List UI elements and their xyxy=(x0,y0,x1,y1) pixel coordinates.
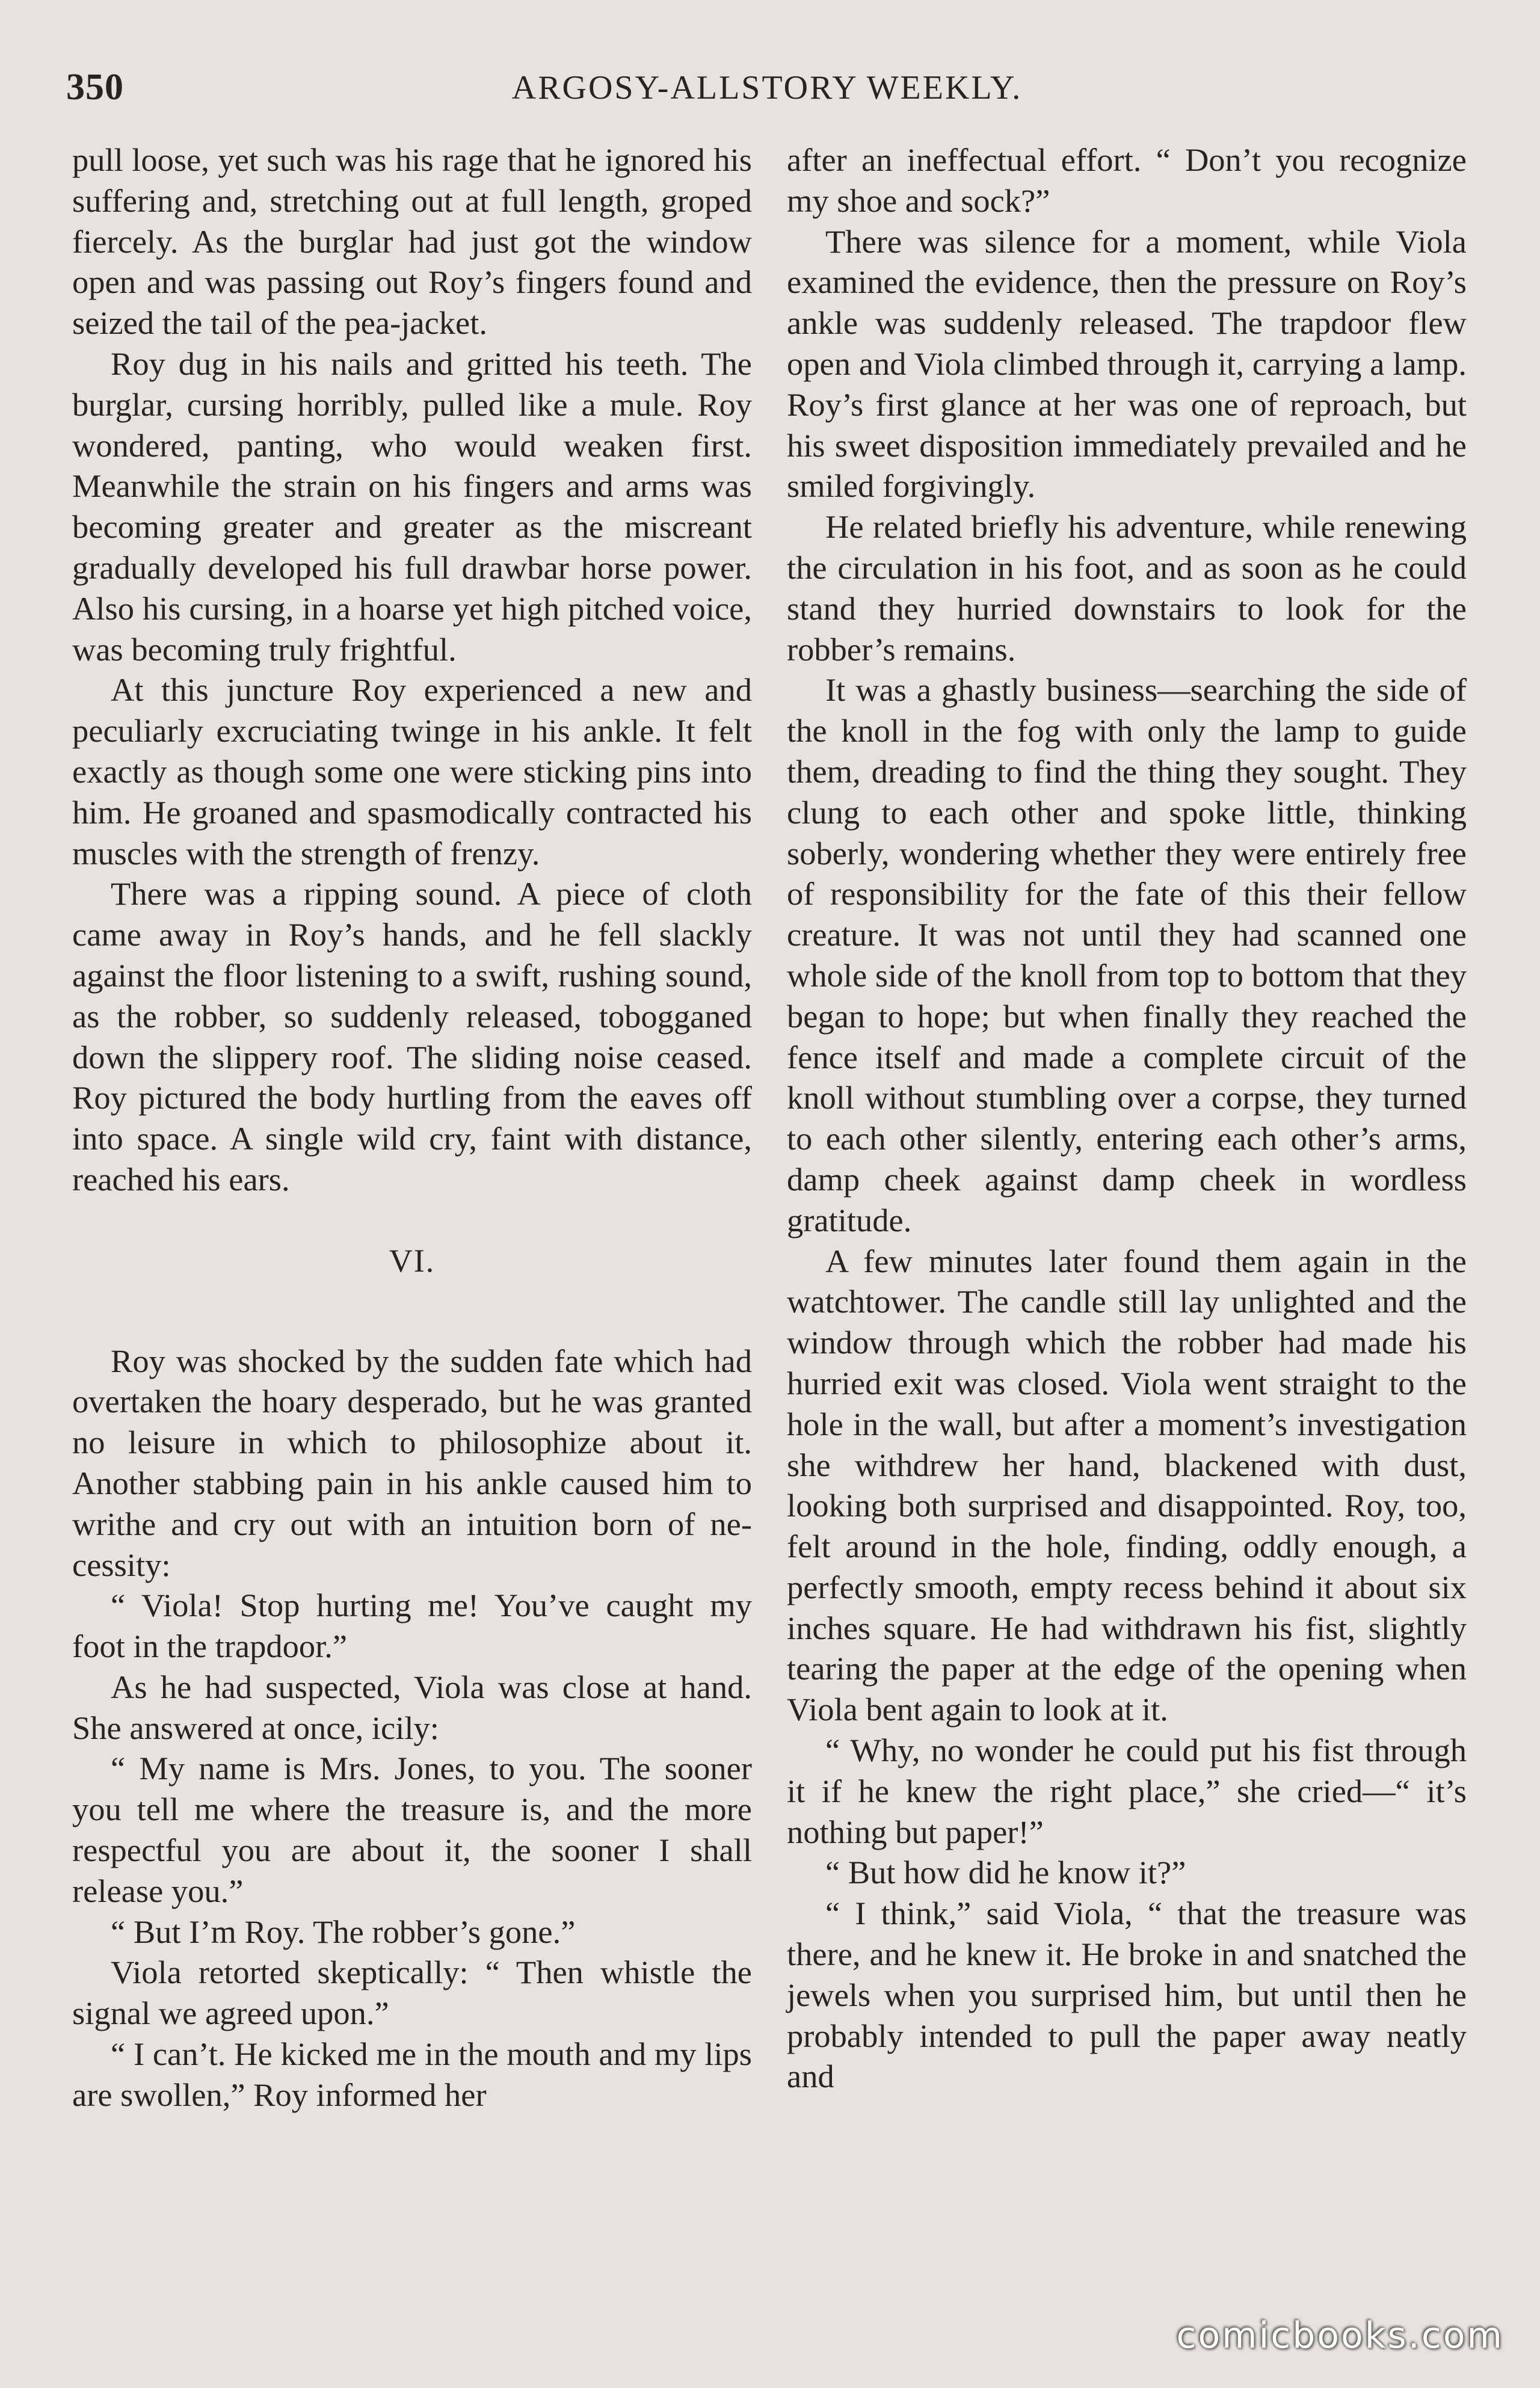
paragraph: “ Viola! Stop hurting me! You’ve caught my foot in the trapdoor.” xyxy=(72,1587,752,1665)
paragraph: “ I can’t. He kicked me in the mouth and my lips are swollen,” Roy informed her xyxy=(72,2036,752,2113)
paragraph: “ But how did he know it?” xyxy=(825,1854,1186,1891)
left-column xyxy=(72,140,752,2116)
paragraph: “ But I’m Roy. The robber’s gone.” xyxy=(111,1913,576,1950)
page-header xyxy=(66,66,1468,120)
paragraph: He related briefly his adventure, while renewing the circulation in his foot, and as soon as he could stand they hurried downstairs to look for the robber’s remains. xyxy=(787,508,1467,668)
paragraph: “ Why, no wonder he could put his fist through it if he knew the right place,” she cried—“ it’s nothing but paper!” xyxy=(787,1732,1467,1850)
watermark: comicbooks.com xyxy=(1176,2315,1504,2357)
paragraph: pull loose, yet such was his rage that he ignored his suffering and, stretching out at full length, groped fiercely. As the burglar had just got the window open and was passing out Roy’s fingers found and seized the tail of the pea-jacket. xyxy=(72,141,752,342)
paragraph: It was a ghastly business—searching the side of the knoll in the fog with only the lamp to guide them, dreading to find the thing they sought. They clung to each other and spoke little, thinking soberly, wondering whether they were entirely free of responsibility for the fate of this their fellow creature. It was not until they had scanned one whole side of the knoll from top to bottom that they began to hope; but when finally they reached the fence itself and made a complete circuit of the knoll without stumbling over a corpse, they turned to each other silently, entering each other’s arms, damp cheek against damp cheek in wordless gratitude. xyxy=(787,671,1467,1239)
paragraph: after an ineffectual effort. “ Don’t you recognize my shoe and sock?” xyxy=(787,141,1467,219)
paragraph: There was a ripping sound. A piece of cloth came away in Roy’s hands, and he fell slackly against the floor listening to a swift, rushing sound, as the robber, so suddenly released, tobogganed down the slippery roof. The sliding noise ceased. Roy pictured the body hurtling from the eaves off into space. A single wild cry, faint with distance, reached his ears. xyxy=(72,875,752,1198)
paragraph: A few minutes later found them again in the watchtower. The candle still lay unlighted and the window through which the robber had made his hurried exit was closed. Viola went straight to the hole in the wall, but after a moment’s investigation she withdrew her hand, blackened with dust, looking both surprised and disappointed. Roy, too, felt around in the hole, finding, oddly enough, a perfectly smooth, empty recess behind it about six inches square. He had withdrawn his fist, slightly tearing the paper at the edge of the opening when Viola bent again to look at it. xyxy=(787,1242,1467,1728)
paragraph: There was silence for a moment, while Viola examined the evidence, then the pressure on Roy’s ankle was suddenly released. The trapdoor flew open and Viola climbed through it, carrying a lamp. Roy’s first glance at her was one of reproach, but his sweet disposition immediately prevailed and he smiled forgivingly. xyxy=(787,223,1467,505)
paragraph: Roy was shocked by the sudden fate which had overtaken the hoary desperado, but he was granted no leisure in which to philosophize about it. Another stabbing pain in his ankle caused him to writhe and cry out with an intuition born of necessity: xyxy=(72,1342,752,1583)
page-number: 350 xyxy=(66,67,124,108)
paragraph: Viola retorted skeptically: “ Then whistle the signal we agreed upon.” xyxy=(72,1954,752,2032)
paragraph: “ I think,” said Viola, “ that the treasure was there, and he knew it. He broke in and snatched the jewels when you surprised him, but until then he probably intended to pull the paper away neatly and xyxy=(787,1895,1467,2095)
section-heading: VI. xyxy=(389,1242,436,1279)
paragraph: “ My name is Mrs. Jones, to you. The sooner you tell me where the treasure is, and the more respectful you are about it, the sooner I shall release you.” xyxy=(72,1750,752,1909)
paragraph: At this juncture Roy experienced a new and peculiarly excruciating twinge in his ankle. It felt exactly as though some one were sticking pins into him. He groaned and spasmodically contracted his muscles with the strength of frenzy. xyxy=(72,671,752,872)
paragraph: Roy dug in his nails and gritted his teeth. The burglar, cursing horribly, pulled like a mule. Roy wondered, panting, who would weaken first. Meanwhile the strain on his fingers and arms was becoming greater and greater as the miscreant gradually developed his full drawbar horse power. Also his cursing, in a hoarse yet high pitched voice, was becoming truly frightful. xyxy=(72,345,752,668)
paragraph: As he had suspected, Viola was close at hand. She answered at once, icily: xyxy=(72,1668,752,1746)
running-head: ARGOSY-ALLSTORY WEEKLY. xyxy=(511,69,1023,106)
right-column xyxy=(787,140,1467,2097)
